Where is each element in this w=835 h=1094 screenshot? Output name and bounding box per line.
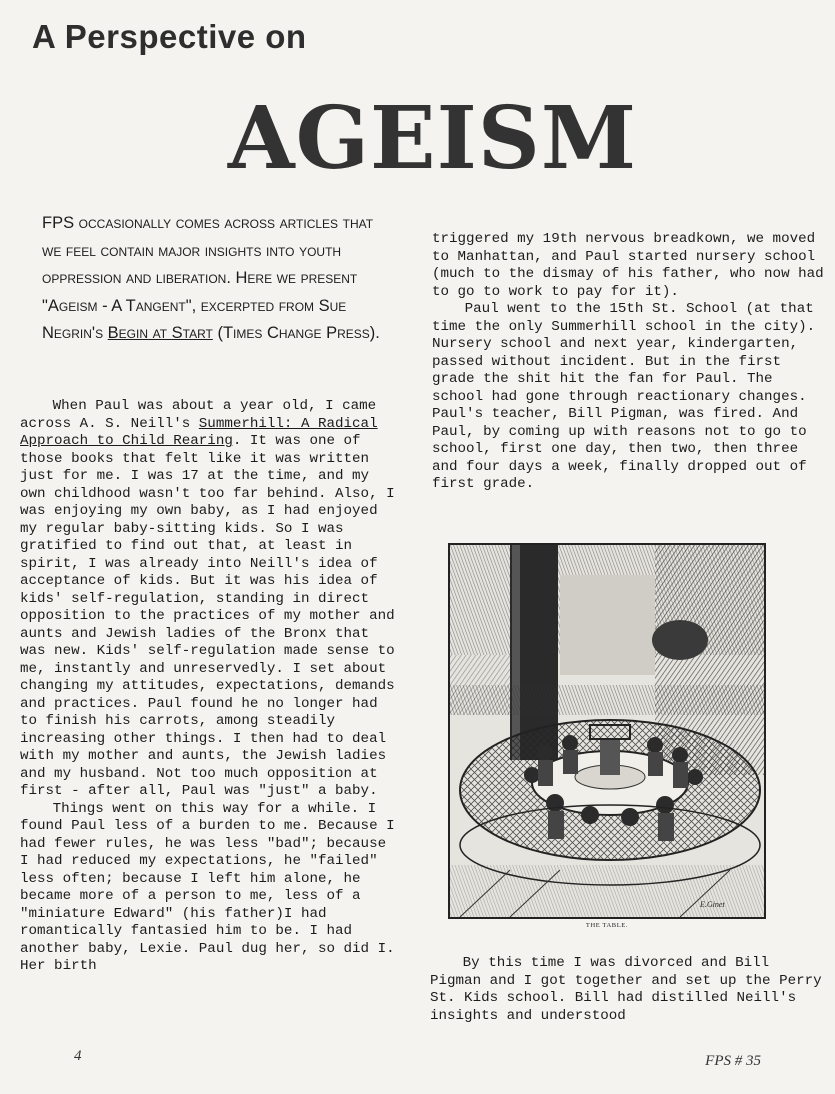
left-column [20,398,398,976]
headline-title: AGEISM [227,88,638,189]
left-paragraph-2: Things went on this way for a while. I found Paul less of a burden to me. Because I had fewer rules, he was less "bad"; because I had reduced my expectations, he "failed" less often; because I left him alone, he became more of a person to me, less of a "miniature Edward" (his father)I had romantically fantasied him to be. I had another baby, Lexie. Paul dug her, so did I. Her birth [20,800,395,974]
page-number: 4 [74,1048,82,1064]
right-column-top [432,231,827,494]
right-paragraph-3: By this time I was divorced and Bill Pigman and I got together and set up the Perry St. Kids school. Bill had distilled Neill's insights and understood [430,955,822,1024]
right-paragraph-1: triggered my 19th nervous breadkown, we moved to Manhattan, and Paul started nursery school (much to the dismay of his father, who now had to go to work to pay for it). [432,231,824,300]
engraving-illustration [450,545,764,917]
kicker-title: A Perspective on [32,18,307,55]
intro-book-title: Begin at Start [107,324,213,342]
intro-text-end: (Times Change Press). [212,324,380,342]
right-column-bottom [430,955,825,1025]
publication-issue: FPS # 35 [705,1053,761,1069]
intro-text: FPS occasionally comes across articles that we feel contain major insights into youth oppression and liberation. Here we present "Ageism - A Tangent", excerpted from Sue Negrin's [42,214,374,342]
engraver-signature: E.Ginet [700,900,725,909]
figure-caption: THE TABLE. [585,922,629,929]
editorial-intro [42,210,392,348]
left-p1-end: . It was one of those books that felt like it was written just for me. I was 17 at the time, and my own childhood wasn't too far behind. Also, I was enjoying my own baby, as I had enjoyed my regular baby-sitting kids. So I was gratified to find out that, at least in spirit, I was already into Neill's idea of acceptance of kids. But it was his idea of kids' self-regulation, standing in direct opposition to the practices of my mother and aunts and Jewish ladies of the Bronx that was new. Kids' self-regulation made sense to me, instantly and unreservedly. I set about changing my attitudes, expectations, demands and practices. Paul found he no longer had to finish his carrots, among steadily increasing other things. I then had to deal with my mother and aunts, the Jewish ladies and my husband. Not too much opposition at first - after all, Paul was "just" a baby. [20,433,395,799]
left-paragraph-1 [20,398,398,801]
right-paragraph-2: Paul went to the 15th St. School (at that time the only Summerhill school in the city). Nursery school and next year, kindergarten, passed without incident. But in the first grade the shit hit the fan for Paul. The school had gone through reactionary changes. Paul's teacher, Bill Pigman, was fired. And Paul, by coming up with reasons not to go to school, first one day, then two, then three and four days a week, finally dropped out of first grade. [432,301,816,492]
book-title-summerhill: Summerhill: A Radical Approach to Child Rearing [20,415,378,449]
illustration-the-table [448,543,766,919]
left-p1-start: When Paul was about a year old, I came across A. S. Neill's [20,398,377,432]
